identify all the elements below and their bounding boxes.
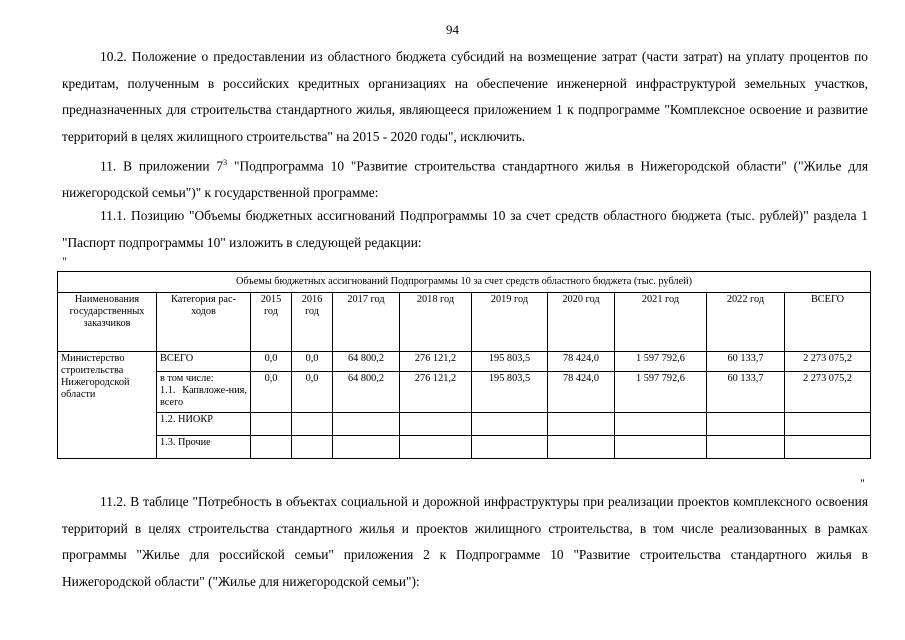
paragraph-10-2: 10.2. Положение о предоставлении из областного бюджета субсидий на возмещение затрат (части затрат) на уплату процентов по кредитам, полученным в российских кредитных организациях на обеспечение инженерной инфраструктурой земельных участков, предназначенных для строительства стандартного жилья, являющееся приложением 1 к подпрограмме "Комплексное освоение и развитие территорий в целях жилищного строительства" на 2015 - 2020 годы", исключить. [62, 49, 868, 144]
value-cell: 276 121,2 [400, 352, 472, 372]
value-cell [615, 436, 707, 459]
value-cell: 78 424,0 [548, 352, 615, 372]
value-cell: 0,0 [292, 352, 333, 372]
paragraph-11-text-end: "Подпрограмма 10 "Развитие строительства стандартного жилья в Нижегородской области" ("Жилье для нижегородской семьи")" к государственной программе: [62, 158, 868, 200]
customer-cell: Министерство строительства Нижегородской области [58, 352, 157, 459]
value-cell: 64 800,2 [333, 372, 400, 413]
table-row [58, 352, 871, 372]
value-cell [472, 436, 548, 459]
value-cell: 78 424,0 [548, 372, 615, 413]
value-cell: 2 273 075,2 [785, 352, 871, 372]
value-cell: 0,0 [251, 352, 292, 372]
header-2021: 2021 год [615, 293, 707, 352]
header-2016: 2016 год [292, 293, 333, 352]
table-row [58, 413, 871, 436]
table-row [58, 372, 871, 413]
value-cell [333, 436, 400, 459]
value-cell [292, 436, 333, 459]
value-cell: 2 273 075,2 [785, 372, 871, 413]
value-cell [785, 413, 871, 436]
budget-allocation-table [57, 271, 871, 459]
paragraph-11-2: 11.2. В таблице "Потребность в объектах социальной и дорожной инфраструктуры при реализации проектов комплексного освоения территорий в целях строительства стандартного жилья и проектов жилищного строительства, в том числе реализованных в рамках программы "Жилье для российской семьи" приложения 2 к Подпрограмме 10 "Развитие строительства стандартного жилья в Нижегородской области" ("Жилье для нижегородской семьи"): [62, 494, 868, 589]
paragraph-11 [62, 150, 868, 206]
header-2022: 2022 год [707, 293, 785, 352]
value-cell [707, 436, 785, 459]
value-cell [472, 413, 548, 436]
page-number: 94 [446, 22, 459, 37]
category-cell: в том числе: 1.1. Капвложе-ния, всего [157, 372, 251, 413]
value-cell: 60 133,7 [707, 372, 785, 413]
value-cell [615, 413, 707, 436]
header-category: Категория рас-ходов [157, 293, 251, 352]
value-cell [400, 413, 472, 436]
value-cell [707, 413, 785, 436]
category-cell: ВСЕГО [157, 352, 251, 372]
value-cell: 276 121,2 [400, 372, 472, 413]
value-cell: 195 803,5 [472, 352, 548, 372]
paragraph-11-text-start: 11. В приложении 7 [100, 158, 224, 174]
header-total: ВСЕГО [785, 293, 871, 352]
value-cell [251, 436, 292, 459]
table-row [58, 436, 871, 459]
value-cell: 195 803,5 [472, 372, 548, 413]
value-cell [292, 413, 333, 436]
opening-quote-mark: " [62, 254, 67, 268]
value-cell: 60 133,7 [707, 352, 785, 372]
header-2019: 2019 год [472, 293, 548, 352]
header-2020: 2020 год [548, 293, 615, 352]
value-cell: 1 597 792,6 [615, 372, 707, 413]
category-cell: 1.3. Прочие [157, 436, 251, 459]
value-cell [251, 413, 292, 436]
value-cell [548, 436, 615, 459]
header-customers: Наименования государственных заказчиков [58, 293, 157, 352]
header-2015: 2015 год [251, 293, 292, 352]
value-cell [548, 413, 615, 436]
header-2018: 2018 год [400, 293, 472, 352]
category-cell: 1.2. НИОКР [157, 413, 251, 436]
value-cell: 64 800,2 [333, 352, 400, 372]
value-cell [400, 436, 472, 459]
value-cell [785, 436, 871, 459]
closing-quote-mark: " [860, 476, 865, 490]
header-2017: 2017 год [333, 293, 400, 352]
paragraph-11-superscript: 3 [223, 158, 228, 167]
value-cell: 0,0 [292, 372, 333, 413]
table-title: Объемы бюджетных ассигнований Подпрограммы 10 за счет средств областного бюджета (тыс. рублей) [58, 272, 871, 293]
paragraph-11-1: 11.1. Позицию "Объемы бюджетных ассигнований Подпрограммы 10 за счет средств областного бюджета (тыс. рублей)" раздела 1 "Паспорт подпрограммы 10" изложить в следующей редакции: [62, 208, 868, 250]
value-cell [333, 413, 400, 436]
value-cell: 1 597 792,6 [615, 352, 707, 372]
value-cell: 0,0 [251, 372, 292, 413]
